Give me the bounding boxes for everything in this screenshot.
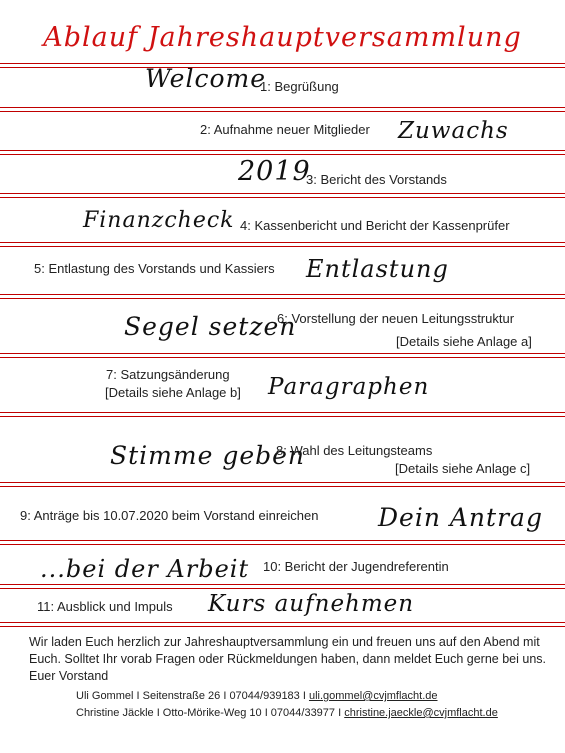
agenda-script-dein-antrag: Dein Antrag (378, 503, 543, 532)
rule-line (0, 622, 565, 623)
rule-line (0, 416, 565, 417)
page-title: Ablauf Jahreshauptversammlung (43, 22, 522, 53)
agenda-item-11: 11: Ausblick und Impuls (37, 599, 173, 614)
agenda-script-segel-setzen: Segel setzen (124, 312, 297, 341)
agenda-item-2: 2: Aufnahme neuer Mitglieder (200, 122, 370, 137)
agenda-script-zuwachs: Zuwachs (398, 118, 509, 144)
rule-line (0, 111, 565, 112)
agenda-item-5: 5: Entlastung des Vorstands und Kassiers (34, 261, 275, 276)
agenda-item-10: 10: Bericht der Jugendreferentin (263, 559, 449, 574)
invitation-text: Wir laden Euch herzlich zur Jahreshauptversammlung ein und freuen uns auf den Abend mit Euch. Solltet Ihr vorab Fragen oder Rückmeldungen haben, dann meldet Euch gerne bei uns. Euer Vorstand (29, 635, 546, 683)
agenda-item-7: 7: Satzungsänderung (106, 367, 230, 382)
rule-line (0, 544, 565, 545)
rule-line (0, 486, 565, 487)
rule-line (0, 626, 565, 627)
agenda-item-8: 8: Wahl des Leitungsteams (276, 443, 433, 458)
rule-line (0, 63, 565, 64)
agenda-item-9: 9: Anträge bis 10.07.2020 beim Vorstand einreichen (20, 508, 319, 523)
agenda-item-6: 6: Vorstellung der neuen Leitungsstruktur (277, 311, 515, 326)
contact-2-details: Christine Jäckle I Otto-Mörike-Weg 10 I 07044/33977 I (76, 707, 345, 719)
rule-line (0, 294, 565, 295)
contact-1-email-link[interactable]: uli.gommel@cvjmflacht.de (308, 690, 438, 702)
agenda-script-2019: 2019 (238, 156, 311, 187)
agenda-item-8-details: [Details siehe Anlage c] (395, 461, 531, 476)
agenda-script-kurs-aufnehmen: Kurs aufnehmen (208, 591, 415, 617)
agenda-script-finanzcheck: Finanzcheck (83, 208, 235, 233)
contact-1-details: Uli Gommel I Seitenstraße 26 I 07044/939183 I (76, 690, 309, 702)
contact-line-1 (76, 690, 438, 702)
rule-line (0, 107, 565, 108)
agenda-script-paragraphen: Paragraphen (268, 374, 430, 400)
rule-line (0, 197, 565, 198)
contact-line-2 (76, 707, 498, 719)
rule-line (0, 67, 565, 68)
agenda-item-3: 3: Bericht des Vorstands (306, 172, 447, 187)
agenda-script-bei-der-arbeit: ...bei der Arbeit (40, 555, 250, 583)
rule-line (0, 412, 565, 413)
agenda-script-welcome: Welcome (145, 64, 267, 93)
agenda-script-stimme-geben: Stimme geben (110, 441, 306, 470)
rule-line (0, 540, 565, 541)
contact-2-email-link[interactable]: christine.jaeckle@cvjmflacht.de (344, 707, 498, 719)
rule-line (0, 154, 565, 155)
rule-line (0, 242, 565, 243)
rule-line (0, 353, 565, 354)
agenda-item-4: 4: Kassenbericht und Bericht der Kassenprüfer (240, 218, 510, 233)
agenda-item-6-details: [Details siehe Anlage a] (396, 334, 532, 349)
rule-line (0, 298, 565, 299)
rule-line (0, 588, 565, 589)
rule-line (0, 482, 565, 483)
agenda-item-7-details: [Details siehe Anlage b] (105, 385, 241, 400)
rule-line (0, 357, 565, 358)
rule-line (0, 150, 565, 151)
rule-line (0, 193, 565, 194)
rule-line (0, 584, 565, 585)
agenda-script-entlastung: Entlastung (306, 255, 449, 283)
agenda-item-1: 1: Begrüßung (260, 79, 339, 94)
rule-line (0, 246, 565, 247)
